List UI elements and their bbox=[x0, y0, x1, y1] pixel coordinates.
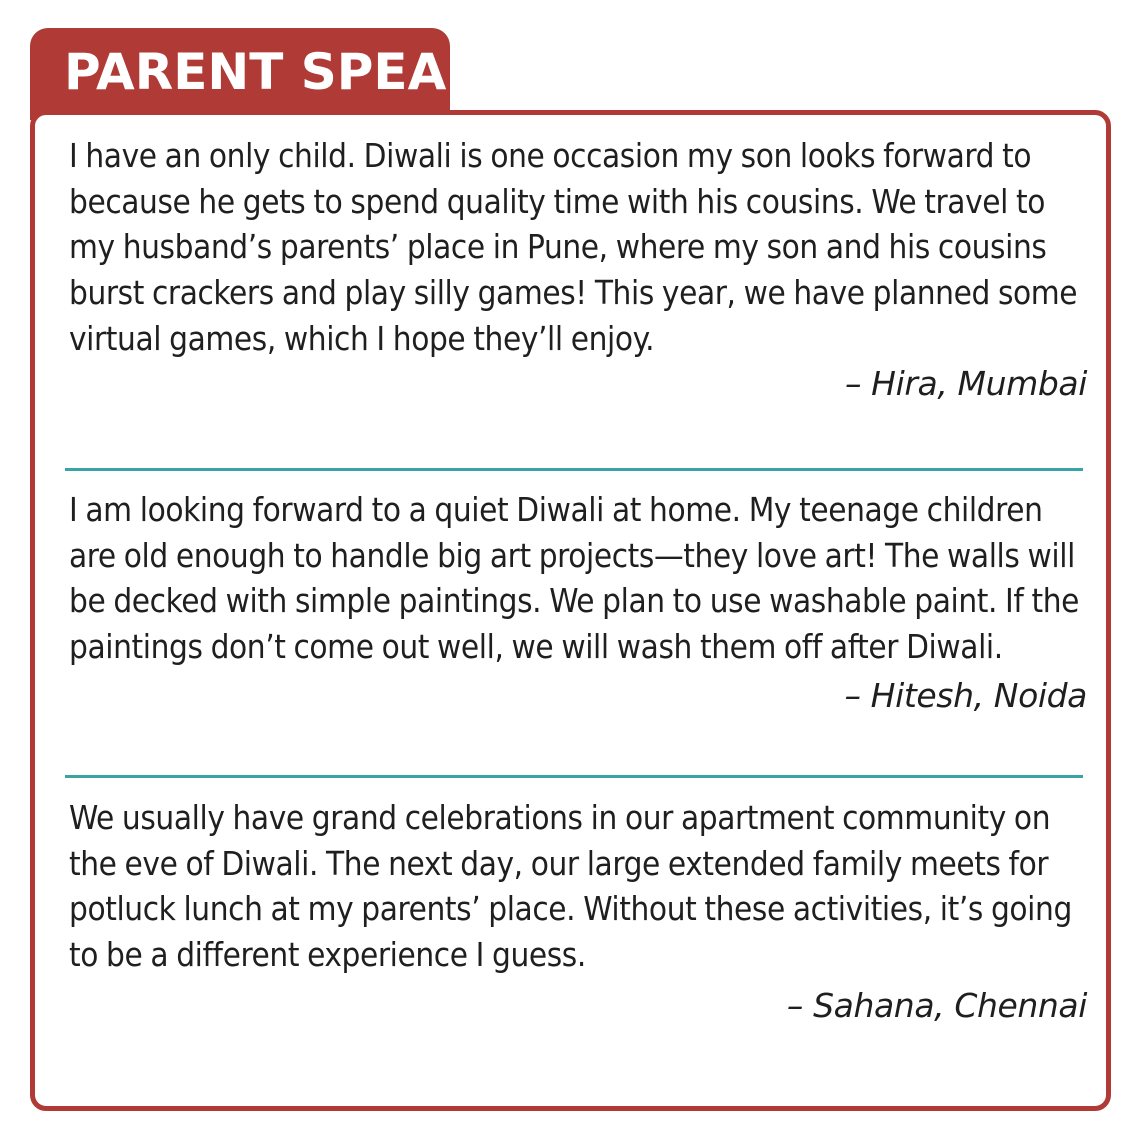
testimonial-quote: I have an only child. Diwali is one occasion my son looks forward to because he gets to spend quality time with his cousins. We travel to my husband’s parents’ place in Pune, where my son and his cousins burst crackers and play silly games! This year, we have planned some virtual games, which I hope they’ll enjoy. bbox=[69, 136, 1078, 358]
section-divider bbox=[65, 468, 1083, 471]
section-divider bbox=[65, 775, 1083, 778]
header-tab bbox=[30, 28, 486, 120]
testimonial-quote: I am looking forward to a quiet Diwali at home. My teenage children are old enough to handle big art projects—they love art! The walls will be decked with simple paintings. We plan to use washable paint. If the paintings don’t come out well, we will wash them off after Diwali. bbox=[69, 490, 1079, 667]
testimonial-entry bbox=[69, 795, 1087, 1026]
testimonial-attribution: – Sahana, Chennai bbox=[786, 985, 1087, 1025]
testimonial-entry bbox=[69, 487, 1087, 716]
testimonials-box bbox=[30, 110, 1111, 1111]
testimonial-attribution: – Hitesh, Noida bbox=[844, 675, 1087, 715]
testimonial-attribution: – Hira, Mumbai bbox=[844, 363, 1087, 403]
testimonial-quote: We usually have grand celebrations in our apartment community on the eve of Diwali. The next day, our large extended family meets for potluck lunch at my parents’ place. Without these activities, it’s going to be a different experience I guess. bbox=[69, 798, 1072, 975]
page-title: PARENT SPEAK bbox=[64, 43, 486, 101]
testimonial-entry bbox=[69, 133, 1087, 404]
